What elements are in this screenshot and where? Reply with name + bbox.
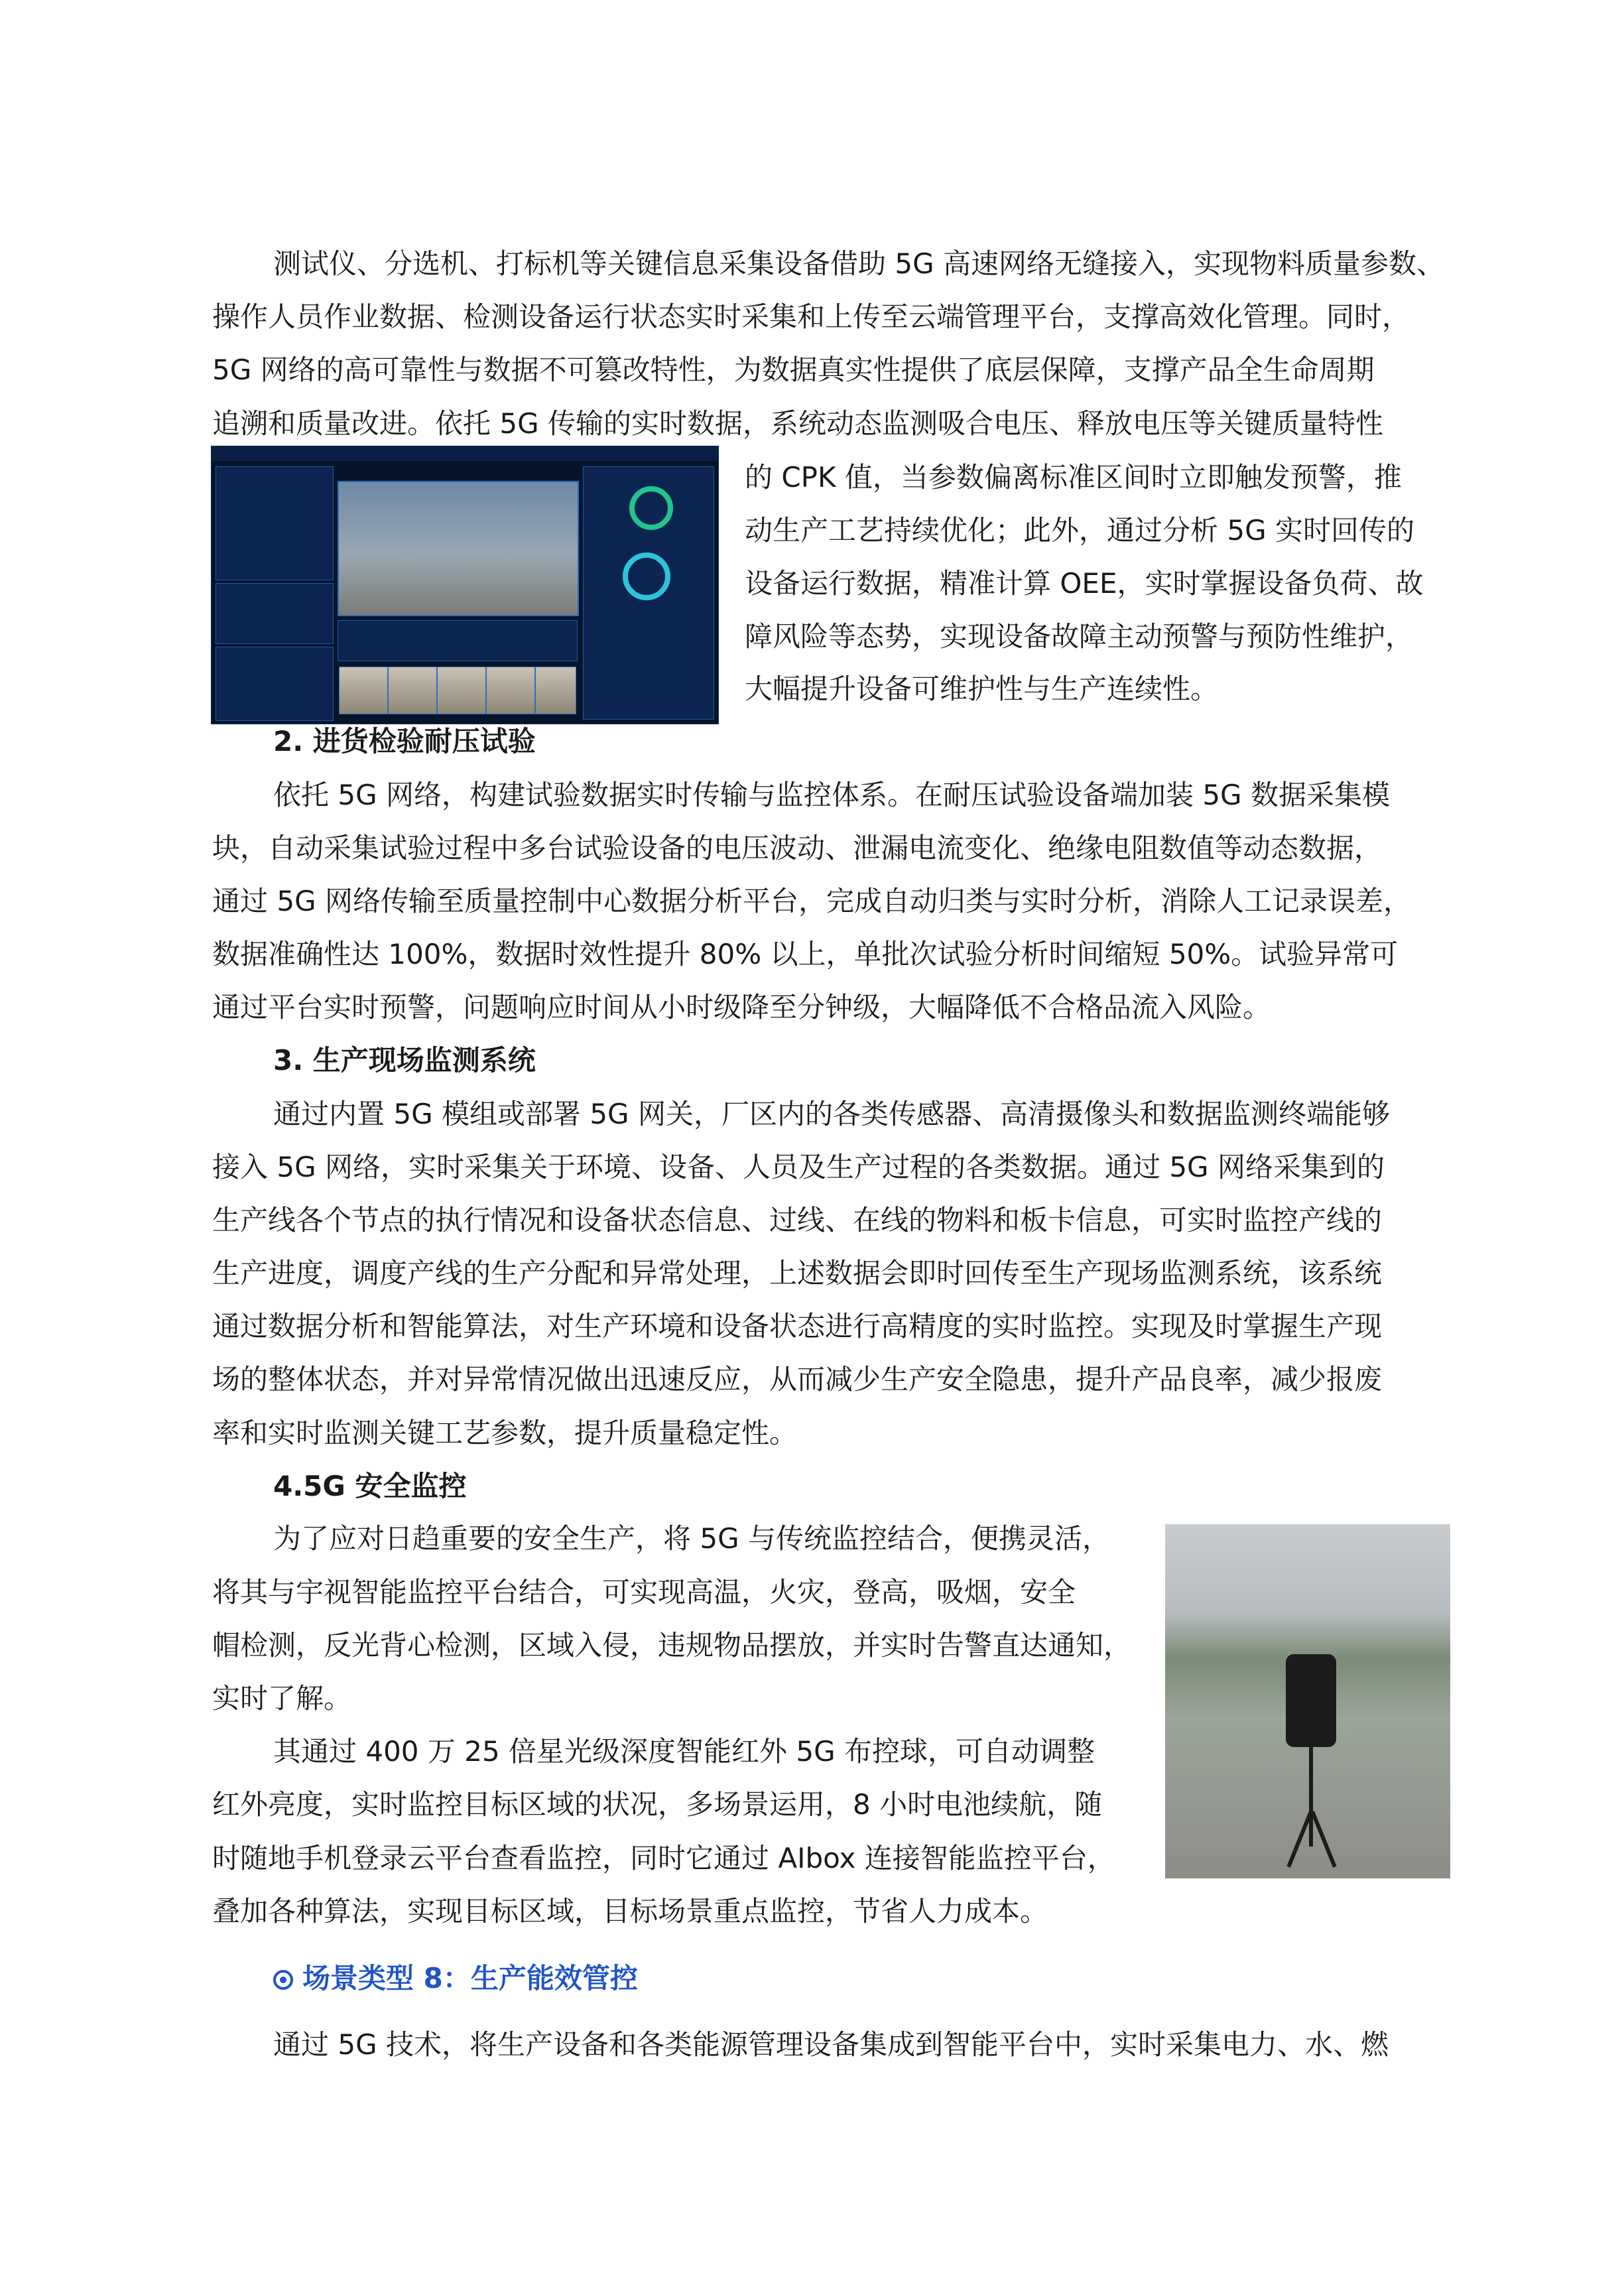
section-2-line-5: 通过平台实时预警，问题响应时间从小时级降至分钟级，大幅降低不合格品流入风险。 bbox=[212, 991, 1271, 1023]
scene-8-heading bbox=[273, 1960, 638, 1997]
dashboard-thumb-5 bbox=[535, 667, 576, 714]
dashboard-left-bottom-panel bbox=[216, 647, 334, 721]
section-4-p1-line-3: 帽检测，反光背心检测，区域入侵，违规物品摆放，并实时告警直达通知， bbox=[212, 1629, 1132, 1661]
dashboard-gauge-1 bbox=[629, 486, 673, 530]
wrap-line-4: 障风险等态势，实现设备故障主动预警与预防性维护， bbox=[745, 620, 1414, 653]
section-4-p2-line-1: 其通过 400 万 25 倍星光级深度智能红外 5G 布控球，可自动调整 bbox=[273, 1735, 1095, 1768]
section-2-line-2: 块，自动采集试验过程中多台试验设备的电压波动、泄漏电流变化、绝缘电阻数值等动态数据， bbox=[212, 832, 1383, 864]
dashboard-device-row bbox=[338, 620, 578, 661]
tripod-pole bbox=[1309, 1747, 1313, 1847]
section-4-heading: 4.5G 安全监控 bbox=[273, 1470, 467, 1502]
intro-line-1: 测试仪、分选机、打标机等关键信息采集设备借助 5G 高速网络无缝接入，实现物料质量参数、 bbox=[273, 247, 1444, 280]
dashboard-screenshot bbox=[211, 446, 719, 724]
dashboard-thumb-4 bbox=[486, 667, 535, 714]
dashboard-left-panel bbox=[216, 466, 334, 580]
intro-line-4: 追溯和质量改进。依托 5G 传输的实时数据，系统动态监测吸合电压、释放电压等关键质量特性 bbox=[212, 407, 1383, 440]
intro-line-2: 操作人员作业数据、检测设备运行状态实时采集和上传至云端管理平台，支撑高效化管理。同时， bbox=[212, 300, 1410, 333]
dashboard-thumb-2 bbox=[388, 667, 437, 714]
section-2-line-4: 数据准确性达 100%，数据时效性提升 80% 以上，单批次试验分析时间缩短 50%。试验异常可 bbox=[212, 938, 1399, 970]
wrap-line-5: 大幅提升设备可维护性与生产连续性。 bbox=[745, 673, 1219, 705]
dashboard-gauge-2 bbox=[623, 553, 670, 600]
section-4-p1-line-2: 将其与宇视智能监控平台结合，可实现高温，火灾，登高，吸烟，安全 bbox=[212, 1576, 1076, 1608]
dashboard-title-bar bbox=[212, 446, 718, 461]
wrap-line-1: 的 CPK 值，当参数偏离标准区间时立即触发预警，推 bbox=[745, 461, 1402, 493]
scene-8-heading-text: 场景类型 8：生产能效管控 bbox=[302, 1962, 638, 1994]
section-2-heading: 2. 进货检验耐压试验 bbox=[273, 725, 536, 757]
section-4-p1-line-1: 为了应对日趋重要的安全生产，将 5G 与传统监控结合，便携灵活， bbox=[273, 1522, 1110, 1555]
section-3-line-1: 通过内置 5G 模组或部署 5G 网关，厂区内的各类传感器、高清摄像头和数据监测终端能够 bbox=[273, 1098, 1390, 1130]
wrap-line-2: 动生产工艺持续优化；此外，通过分析 5G 实时回传的 bbox=[745, 514, 1414, 547]
dashboard-thumb-3 bbox=[437, 667, 486, 714]
target-bullet-icon bbox=[273, 1970, 293, 1990]
dashboard-left-chart-panel bbox=[216, 583, 334, 644]
section-4-p2-line-2: 红外亮度，实时监控目标区域的状况，多场景运用，8 小时电池续航，随 bbox=[212, 1788, 1103, 1821]
section-4-p2-line-4: 叠加各种算法，实现目标区域，目标场景重点监控，节省人力成本。 bbox=[212, 1895, 1048, 1927]
camera-photo bbox=[1165, 1524, 1450, 1878]
section-2-line-3: 通过 5G 网络传输至质量控制中心数据分析平台，完成自动归类与实时分析，消除人工记录误差， bbox=[212, 885, 1411, 917]
section-4-p1-line-4: 实时了解。 bbox=[212, 1682, 352, 1715]
dashboard-thumb-1 bbox=[339, 667, 388, 714]
dashboard-video-feed bbox=[338, 481, 579, 616]
section-3-heading: 3. 生产现场监测系统 bbox=[273, 1044, 536, 1076]
section-3-line-3: 生产线各个节点的执行情况和设备状态信息、过线、在线的物料和板卡信息，可实时监控产线的 bbox=[212, 1204, 1383, 1236]
scene-8-line-1: 通过 5G 技术，将生产设备和各类能源管理设备集成到智能平台中，实时采集电力、水、燃 bbox=[273, 2028, 1389, 2061]
section-4-p2-line-3: 时随地手机登录云平台查看监控，同时它通过 AIbox 连接智能监控平台， bbox=[212, 1842, 1115, 1874]
section-3-line-2: 接入 5G 网络，实时采集关于环境、设备、人员及生产过程的各类数据。通过 5G 网络采集到的 bbox=[212, 1151, 1385, 1183]
section-3-line-4: 生产进度，调度产线的生产分配和异常处理，上述数据会即时回传至生产现场监测系统，该系统 bbox=[212, 1257, 1383, 1289]
wrap-line-3: 设备运行数据，精准计算 OEE，实时掌握设备负荷、故 bbox=[745, 567, 1424, 600]
tripod-leg-right bbox=[1310, 1811, 1336, 1868]
section-2-line-1: 依托 5G 网络，构建试验数据实时传输与监控体系。在耐压试验设备端加装 5G 数据采集模 bbox=[273, 779, 1390, 811]
camera-dome bbox=[1286, 1654, 1336, 1747]
section-3-line-7: 率和实时监测关键工艺参数，提升质量稳定性。 bbox=[212, 1417, 798, 1449]
section-3-line-6: 场的整体状态，并对异常情况做出迅速反应，从而减少生产安全隐患，提升产品良率，减少报废 bbox=[212, 1363, 1383, 1396]
intro-line-3: 5G 网络的高可靠性与数据不可篡改特性，为数据真实性提供了底层保障，支撑产品全生命周期 bbox=[212, 354, 1375, 386]
section-3-line-5: 通过数据分析和智能算法，对生产环境和设备状态进行高精度的实时监控。实现及时掌握生产现 bbox=[212, 1310, 1383, 1342]
